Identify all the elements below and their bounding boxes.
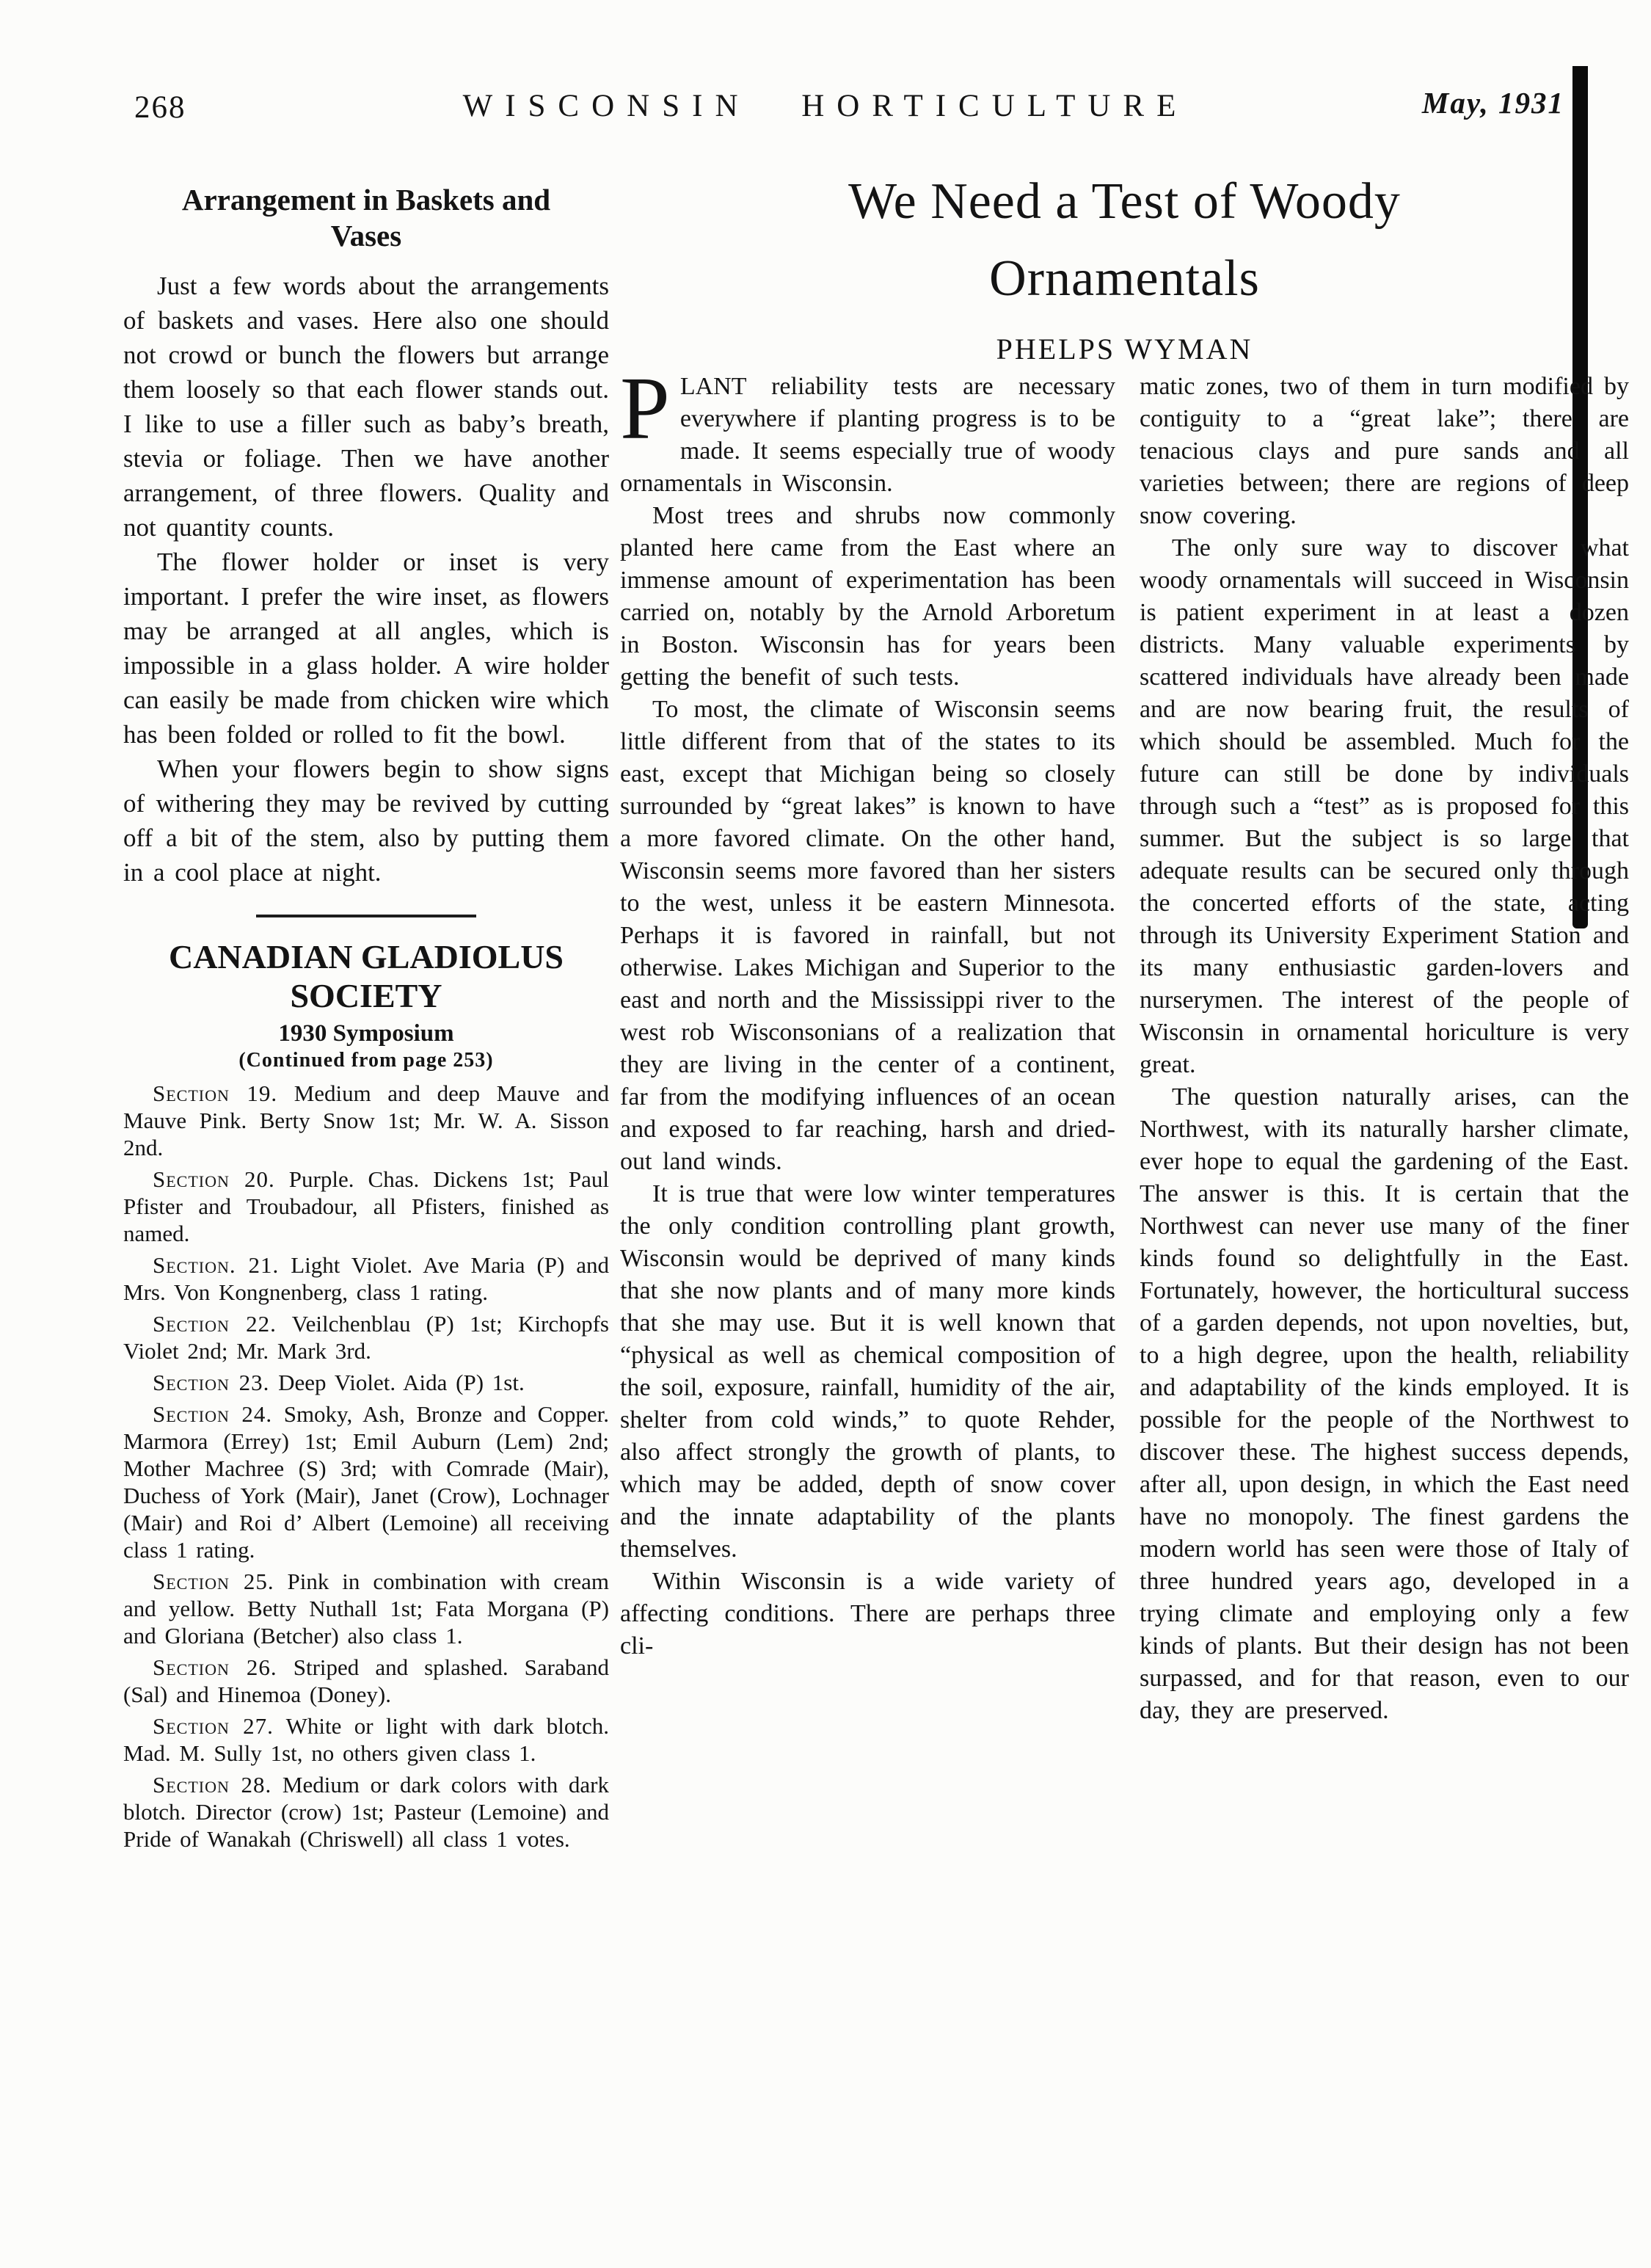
section-text: White or light with dark blotch. Mad. M. Sully 1st, no others given class 1. (123, 1713, 609, 1767)
society-section-item (123, 1400, 609, 1563)
section-text: Pink in combination with cream and yellow. Betty Nuthall 1st; Fata Morgana (P) and Gloriana (Betcher) also class 1. (123, 1569, 609, 1649)
drop-cap: P (620, 359, 670, 458)
main-article-byline: PHELPS WYMAN (996, 332, 1253, 366)
article-paragraph: To most, the climate of Wisconsin seems little different from that of the states to its east, except that Michigan being so closely surrounded by “great lakes” is known to have a more favored climate. On the other hand, Wisconsin seems more favored than her sisters to the west, unless it be eastern Minnesota. Perhaps it is favored in rainfall, but not otherwise. Lakes Michigan and Superior to the east and north and the Mississippi river to the west rob Wisconsonians of a realization that they are living in the center of a continent, far from the modifying influences of an ocean and exposed to far reaching, harsh and dried-out land winds. (620, 696, 1115, 1175)
section-text: Light Violet. Ave Maria (P) and Mrs. Von Kongnenberg, class 1 rating. (123, 1252, 609, 1306)
left-column (123, 182, 609, 1857)
society-section-item (123, 1310, 609, 1364)
society-section-item (123, 1166, 609, 1247)
society-title: CANADIAN GLADIOLUS SOCIETY (168, 938, 564, 1015)
society-subtitle: 1930 Symposium (278, 1020, 454, 1047)
section-text: Striped and splashed. Saraband (Sal) and Hinemoa (Doney). (123, 1654, 609, 1708)
section-label: Section. 21. (153, 1252, 280, 1279)
section-text: Medium or dark colors with dark blotch. Director (crow) 1st; Pasteur (Lemoine) and Pride of Wanakah (Chriswell) all class 1 votes. (123, 1772, 609, 1853)
society-section-item (123, 1568, 609, 1649)
article-paragraph: Just a few words about the arrangements of baskets and vases. Here also one should not crowd or bunch the flowers but arrange them loosely so that each flower stands out. I like to use a filler such as baby’s breath, stevia or foliage. Then we have another arrangement, of three flowers. Quality and not quantity counts. (123, 272, 609, 542)
society-section-item (123, 1654, 609, 1708)
section-text: Deep Violet. Aida (P) 1st. (278, 1370, 525, 1396)
center-column (620, 359, 1115, 1662)
society-continued-note: (Continued from page 253) (238, 1049, 494, 1072)
section-label: Section 27. (153, 1713, 274, 1740)
society-sections (123, 1080, 609, 1853)
society-section-item (123, 1771, 609, 1853)
section-label: Section 26. (153, 1654, 277, 1681)
society-section-item (123, 1251, 609, 1306)
article-paragraph: When your flowers begin to show signs of withering they may be revived by cutting off a bit of the stem, also by putting them in a cool place at night. (123, 755, 609, 887)
section-label: Section 19. (153, 1080, 278, 1107)
section-text: Medium and deep Mauve and Mauve Pink. Berty Snow 1st; Mr. W. A. Sisson 2nd. (123, 1080, 609, 1161)
society-section-item (123, 1369, 609, 1396)
article-body-baskets-vases (123, 269, 609, 890)
article-paragraph: It is true that were low winter temperatures the only condition controlling plant growth, Wisconsin would be deprived of many kinds that she now plants and of many more kinds that she may use. But it is well known that “physical as well as chemical composition of the soil, exposure, rainfall, humidity of the air, shelter from cold winds,” to quote Rehder, also affect strongly the growth of plants, to which may be added, depth of snow cover and the innate adaptability of the plants themselves. (620, 1180, 1115, 1563)
article-paragraph: matic zones, two of them in turn modified by contiguity to a “great lake”; there are tenacious clays and pure sands and all varieties between; there are regions of deep snow covering. (1140, 373, 1629, 529)
section-text: Smoky, Ash, Bronze and Copper. Marmora (Errey) 1st; Emil Auburn (Lem) 2nd; Mother Machree (S) 3rd; with Comrade (Mair), Duchess of York (Mair), Janet (Crow), Lochnager (Mair) and Roi d’ Albert (Lemoine) all receiving class 1 rating. (123, 1401, 609, 1563)
section-text: Veilchenblau (P) 1st; Kirchopfs Violet 2nd; Mr. Mark 3rd. (123, 1311, 609, 1364)
section-label: Section 28. (153, 1772, 272, 1798)
journal-title: WISCONSIN HORTICULTURE (462, 89, 1189, 123)
section-label: Section 23. (153, 1370, 270, 1396)
section-label: Section 25. (153, 1569, 274, 1595)
section-label: Section 22. (153, 1311, 277, 1337)
society-section-item (123, 1712, 609, 1767)
page-number: 268 (134, 90, 186, 125)
article-paragraph: The flower holder or inset is very important. I prefer the wire inset, as flowers may be arranged at all angles, which is impossible in a glass holder. A wire holder can easily be made from chicken wire which has been folded or rolled to fit the bowl. (123, 548, 609, 749)
section-label: Section 20. (153, 1166, 275, 1193)
section-text: Purple. Chas. Dickens 1st; Paul Pfister and Troubadour, all Pfisters, finished as named. (123, 1166, 609, 1247)
section-label: Section 24. (153, 1401, 273, 1428)
main-title-line1: We Need a Test of Woody (848, 173, 1401, 230)
society-section-item (123, 1080, 609, 1161)
main-article-title (620, 163, 1629, 317)
right-column (1140, 371, 1629, 1727)
article-paragraph: The question naturally arises, can the Northwest, with its naturally harsher climate, ever hope to equal the gardening of the East. The answer is this. It is certain that the Northwest can never use many of the finer kinds found so delightfully in the East. Fortunately, however, the horticultural success of a garden depends, not upon novelties, but, to a high degree, upon the health, reliability and adaptability of the kinds employed. It is possible for the people of the Northwest to discover these. The highest success depends, after all, upon design, in which the East need have no monopoly. The finest gardens the modern world has seen were those of Italy of three hundred years ago, developed in a trying climate and employing only a few kinds of plants. But their design has not been surpassed, and for that reason, even to our day, they are preserved. (1140, 1083, 1629, 1724)
lead-text: LANT reliability tests are necessary everywhere if planting progress is to be made. It seems especially true of woody ornamentals in Wisconsin. (620, 373, 1115, 497)
article-paragraph: Most trees and shrubs now commonly planted here came from the East where an immense amount of experimentation has been carried on, notably by the Arnold Arboretum in Boston. Wisconsin has for years been getting the benefit of such tests. (620, 502, 1115, 691)
article-paragraph: Within Wisconsin is a wide variety of affecting conditions. There are perhaps three cli- (620, 1568, 1115, 1660)
lead-paragraph (620, 359, 1115, 500)
article-paragraph: The only sure way to discover what woody ornamentals will succeed in Wisconsin is patient experiment in at least a dozen districts. Many valuable experiments by scattered individuals have already been made and are now bearing fruit, the results of which should be assembled. Much for the future can still be done by individuals through such a “test” as is proposed for this summer. But the subject is so large that adequate results can be secured only through the concerted efforts of the state, acting through its University Experiment Station and its many enthusiastic garden-lovers and nurserymen. The interest of the people of Wisconsin in ornamental horiculture is very great. (1140, 534, 1629, 1078)
section-divider-rule (256, 915, 476, 917)
article-title-baskets-vases: Arrangement in Baskets and Vases (181, 183, 551, 253)
main-title-line2: Ornamentals (989, 250, 1260, 307)
issue-date: May, 1931 (1421, 86, 1564, 120)
